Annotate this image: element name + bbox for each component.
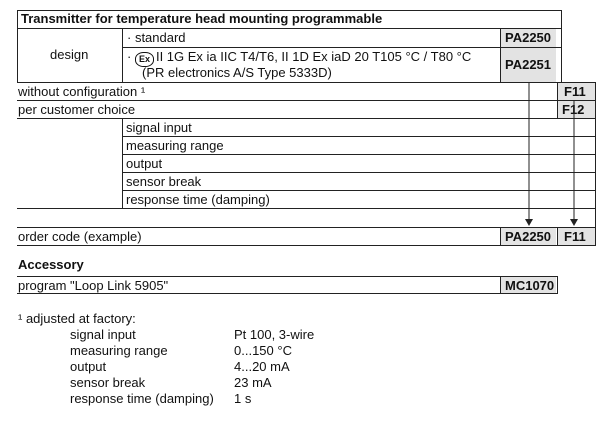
custom-param: signal input [126, 120, 192, 135]
footnote-value: 0...150 °C [234, 343, 292, 358]
footnote-value: Pt 100, 3-wire [234, 327, 315, 342]
order-code-config: F11 [564, 229, 586, 244]
footnote-param: measuring range [70, 343, 168, 358]
custom-param: sensor break [126, 174, 202, 189]
config-without-label: without configuration ¹ [18, 84, 146, 99]
order-code-product: PA2250 [505, 229, 552, 244]
option-ex-line2: (PR electronics A/S Type 5333D) [142, 65, 332, 80]
custom-param: response time (damping) [126, 192, 270, 207]
config-without-code: F11 [564, 84, 586, 99]
footnote-value: 23 mA [234, 375, 272, 390]
order-code-label: order code (example) [18, 229, 142, 244]
option-ex-line1: II 1G Ex ia IIC T4/T6, II 1D Ex iaD 20 T105 °C / T80 °C [155, 49, 472, 64]
table-title: Transmitter for temperature head mounting programmable [21, 11, 383, 26]
arrow-down-icon [570, 219, 578, 226]
custom-param: measuring range [126, 138, 224, 153]
footnote-param: signal input [70, 327, 136, 342]
design-label: design [50, 47, 89, 62]
accessory-item-label: program "Loop Link 5905" [18, 278, 169, 293]
footnote-heading: ¹ adjusted at factory: [18, 311, 136, 326]
accessory-heading: Accessory [18, 257, 84, 272]
accessory-item-code: MC1070 [505, 278, 555, 293]
footnote-value: 1 s [234, 391, 252, 406]
option-standard-code: PA2250 [505, 30, 552, 45]
footnote-param: sensor break [70, 375, 146, 390]
footnote-value: 4...20 mA [234, 359, 290, 374]
config-custom-code: F12 [562, 102, 585, 117]
config-custom-label: per customer choice [18, 102, 136, 117]
ex-symbol-icon: Ex [135, 52, 154, 67]
footnote-param: response time (damping) [70, 391, 214, 406]
footnote-param: output [70, 359, 107, 374]
option-ex-code: PA2251 [505, 57, 552, 72]
custom-param: output [126, 156, 163, 171]
bullet: · [127, 49, 135, 64]
option-standard-label: · standard [127, 30, 186, 45]
arrow-down-icon [525, 219, 533, 226]
